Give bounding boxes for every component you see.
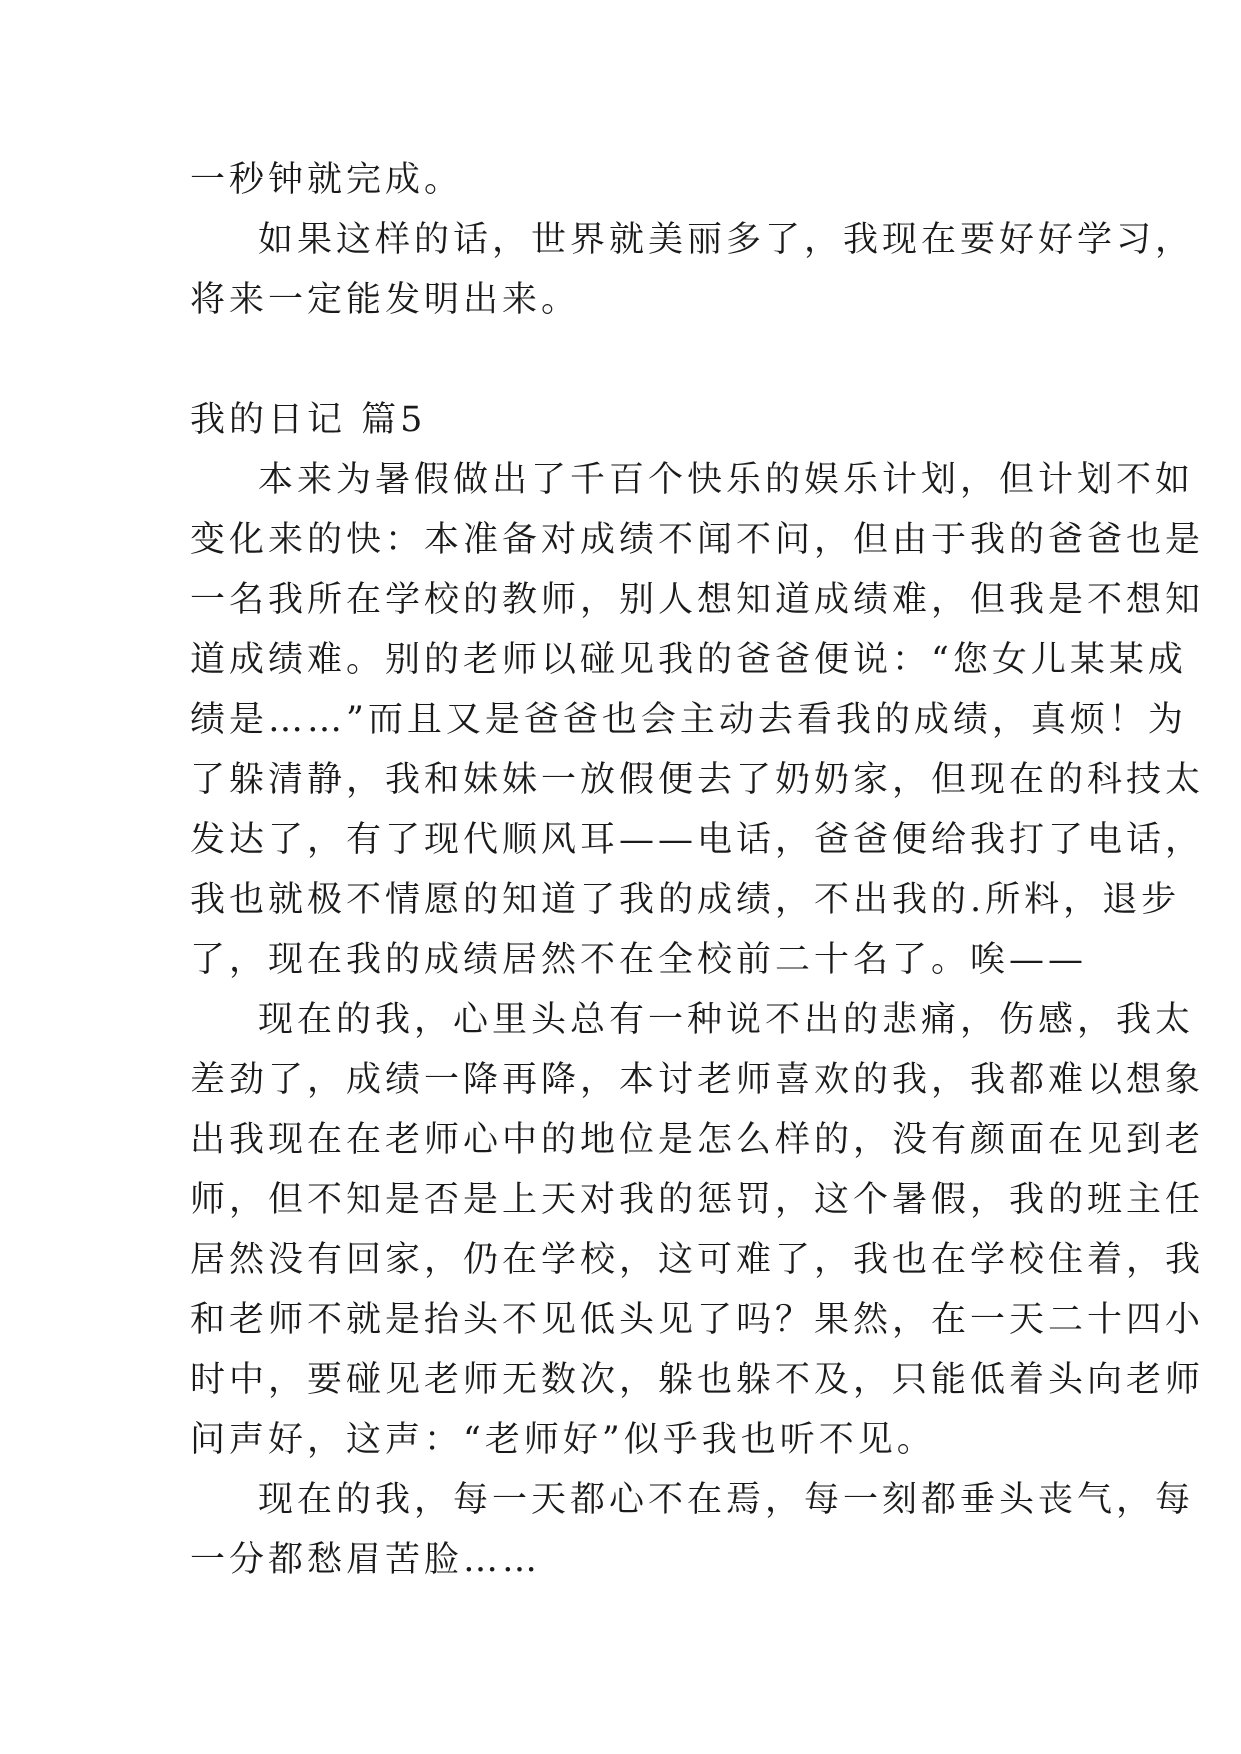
paragraph-line: 一名我所在学校的教师，别人想知道成绩难，但我是不想知: [190, 580, 1205, 620]
paragraph-line: 差劲了，成绩一降再降，本讨老师喜欢的我，我都难以想象: [190, 1060, 1205, 1100]
paragraph-line: 了，现在我的成绩居然不在全校前二十名了。唉——: [190, 940, 1088, 980]
paragraph-line: 如果这样的话，世界就美丽多了，我现在要好好学习，: [258, 220, 1195, 260]
paragraph-line: 了躲清静，我和妹妹一放假便去了奶奶家，但现在的科技太: [190, 760, 1205, 800]
paragraph-line: 我也就极不情愿的知道了我的成绩，不出我的.所料，退步: [190, 880, 1181, 920]
paragraph-line: 一分都愁眉苦脸……: [190, 1540, 542, 1580]
paragraph-line: 问声好，这声：“老师好”似乎我也听不见。: [190, 1420, 936, 1460]
section-heading: 我的日记 篇5: [190, 400, 427, 440]
section-gap: [190, 330, 1050, 390]
paragraph-line: 居然没有回家，仍在学校，这可难了，我也在学校住着，我: [190, 1240, 1205, 1280]
paragraph-line: 将来一定能发明出来。: [190, 280, 581, 320]
paragraph-line: 发达了，有了现代顺风耳——电话，爸爸便给我打了电话，: [190, 820, 1205, 860]
paragraph-line: 出我现在在老师心中的地位是怎么样的，没有颜面在见到老: [190, 1120, 1205, 1160]
paragraph-line: 绩是……”而且又是爸爸也会主动去看我的成绩，真烦！为: [190, 700, 1187, 740]
paragraph-line: 一秒钟就完成。: [190, 160, 464, 200]
paragraph-line: 现在的我，每一天都心不在焉，每一刻都垂头丧气，每: [258, 1480, 1195, 1520]
document-page: [190, 150, 1205, 1590]
paragraph-line: 现在的我，心里头总有一种说不出的悲痛，伤感，我太: [258, 1000, 1195, 1040]
paragraph-line: 本来为暑假做出了千百个快乐的娱乐计划，但计划不如: [258, 460, 1195, 500]
paragraph-line: 师，但不知是否是上天对我的惩罚，这个暑假，我的班主任: [190, 1180, 1205, 1220]
paragraph-line: 变化来的快：本准备对成绩不闻不问，但由于我的爸爸也是: [190, 520, 1205, 560]
paragraph-line: 道成绩难。别的老师以碰见我的爸爸便说：“您女儿某某成: [190, 640, 1187, 680]
paragraph-line: 时中，要碰见老师无数次，躲也躲不及，只能低着头向老师: [190, 1360, 1205, 1400]
paragraph-line: 和老师不就是抬头不见低头见了吗？果然，在一天二十四小: [190, 1300, 1205, 1340]
